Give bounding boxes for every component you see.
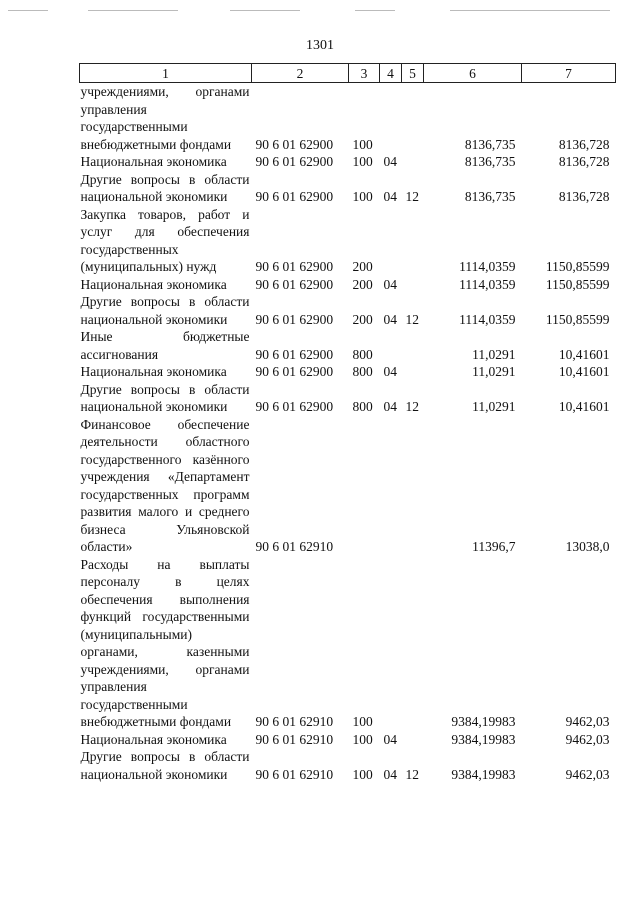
row-name-cell: Другие вопросы в области национальной экономики xyxy=(80,294,250,327)
target-article-cell: 90 6 01 62900 xyxy=(255,364,334,379)
section-cell: 04 xyxy=(383,311,397,327)
subsection-cell xyxy=(402,416,424,556)
table-row xyxy=(80,363,616,381)
column-header: 3 xyxy=(349,64,380,83)
amount-col7-cell: 10,41601 xyxy=(558,364,610,379)
table-body xyxy=(80,83,616,784)
amount-col6-cell: 11396,7 xyxy=(472,539,516,554)
subsection-cell xyxy=(402,276,424,294)
subsection-cell: 12 xyxy=(405,311,419,327)
amount-col6-cell: 8136,735 xyxy=(464,154,516,169)
subsection-cell: 12 xyxy=(405,399,419,414)
row-name-cell: Национальная экономика xyxy=(80,276,227,292)
page-number: 1301 xyxy=(306,38,334,53)
scan-artifact xyxy=(8,10,48,11)
amount-col7-cell: 8136,728 xyxy=(558,154,610,169)
amount-col6-cell: 1114,0359 xyxy=(459,259,516,274)
expense-type-cell: 200 xyxy=(352,259,373,274)
subsection-cell xyxy=(402,556,424,731)
column-header: 6 xyxy=(424,64,522,83)
table-row xyxy=(80,83,616,154)
row-name-cell: Национальная экономика xyxy=(80,731,227,747)
subsection-cell xyxy=(402,83,424,154)
header-row xyxy=(80,64,616,83)
target-article-cell: 90 6 01 62900 xyxy=(255,259,334,274)
table-row xyxy=(80,381,616,416)
section-cell: 04 xyxy=(383,399,397,414)
column-header: 7 xyxy=(522,64,616,83)
expense-type-cell: 100 xyxy=(352,766,373,782)
section-cell xyxy=(380,556,402,731)
expense-type-cell: 800 xyxy=(352,346,373,362)
budget-table xyxy=(79,63,616,783)
row-name-cell: Национальная экономика xyxy=(80,154,227,169)
expense-type-cell: 800 xyxy=(352,364,373,379)
subsection-cell xyxy=(402,363,424,381)
table-row xyxy=(80,731,616,749)
expense-type-cell: 800 xyxy=(352,399,373,414)
row-name-cell: Иные бюджетные ассигнования xyxy=(80,329,250,362)
section-cell xyxy=(380,328,402,363)
amount-col7-cell: 1150,85599 xyxy=(545,276,610,292)
table-row xyxy=(80,153,616,171)
row-name-cell: Другие вопросы в области национальной экономики xyxy=(80,171,250,204)
scan-artifact xyxy=(230,10,300,11)
expense-type-cell: 200 xyxy=(352,311,373,327)
amount-col6-cell: 11,0291 xyxy=(472,364,516,379)
amount-col6-cell: 8136,735 xyxy=(464,136,516,152)
table-row xyxy=(80,171,616,206)
scan-artifact xyxy=(88,10,178,11)
expense-type-cell: 100 xyxy=(352,189,373,204)
section-cell: 04 xyxy=(383,766,397,782)
amount-col6-cell: 11,0291 xyxy=(472,346,516,362)
row-name-cell: Расходы на выплаты персоналу в целях обеспечения выполнения функций государственными (муниципальными) органами, казенными учреждениями, органами управления государственными внебюджетными фондами xyxy=(80,556,250,729)
target-article-cell: 90 6 01 62900 xyxy=(255,311,334,327)
subsection-cell xyxy=(402,153,424,171)
row-name-cell: Финансовое обеспечение деятельности областного государственного казённого учреждения «Департамент государственных программ развития малого и среднего бизнеса Ульяновской области» xyxy=(80,416,250,554)
target-article-cell: 90 6 01 62900 xyxy=(255,399,334,414)
amount-col6-cell: 1114,0359 xyxy=(459,276,516,292)
row-name-cell: Другие вопросы в области национальной экономики xyxy=(80,749,250,782)
section-cell xyxy=(380,206,402,276)
target-article-cell: 90 6 01 62900 xyxy=(255,136,334,152)
row-name-cell: Закупка товаров, работ и услуг для обеспечения государственных (муниципальных) нужд xyxy=(80,206,250,274)
amount-col7-cell: 9462,03 xyxy=(565,766,610,782)
row-name-cell: Национальная экономика xyxy=(80,364,227,379)
amount-col7-cell: 8136,728 xyxy=(558,136,610,152)
scan-artifact xyxy=(355,10,395,11)
amount-col6-cell: 11,0291 xyxy=(472,399,516,414)
column-header: 2 xyxy=(252,64,349,83)
expense-type-cell: 100 xyxy=(352,731,373,747)
amount-col6-cell: 8136,735 xyxy=(464,189,516,204)
subsection-cell xyxy=(402,328,424,363)
amount-col6-cell: 9384,19983 xyxy=(451,731,516,747)
section-cell xyxy=(380,83,402,154)
amount-col7-cell: 13038,0 xyxy=(565,539,610,554)
column-header: 5 xyxy=(402,64,424,83)
amount-col7-cell: 1150,85599 xyxy=(545,259,610,274)
expense-type-cell: 100 xyxy=(352,136,373,152)
expense-type-cell: 200 xyxy=(352,276,373,292)
column-header: 4 xyxy=(380,64,402,83)
table-row xyxy=(80,276,616,294)
expense-type-cell xyxy=(349,416,380,556)
amount-col7-cell: 1150,85599 xyxy=(545,311,610,327)
table-row xyxy=(80,416,616,556)
table-row xyxy=(80,748,616,783)
target-article-cell: 90 6 01 62900 xyxy=(255,346,334,362)
amount-col6-cell: 9384,19983 xyxy=(451,766,516,782)
subsection-cell xyxy=(402,206,424,276)
amount-col7-cell: 8136,728 xyxy=(558,189,610,204)
subsection-cell xyxy=(402,731,424,749)
row-name-cell: учреждениями, органами управления государственными внебюджетными фондами xyxy=(80,84,250,152)
section-cell: 04 xyxy=(383,731,397,747)
target-article-cell: 90 6 01 62910 xyxy=(255,731,334,747)
section-cell: 04 xyxy=(383,276,397,292)
target-article-cell: 90 6 01 62900 xyxy=(255,154,334,169)
section-cell xyxy=(380,416,402,556)
amount-col6-cell: 9384,19983 xyxy=(451,714,516,729)
target-article-cell: 90 6 01 62910 xyxy=(255,714,334,729)
target-article-cell: 90 6 01 62910 xyxy=(255,539,334,554)
target-article-cell: 90 6 01 62910 xyxy=(255,766,334,782)
section-cell: 04 xyxy=(383,154,397,169)
amount-col7-cell: 10,41601 xyxy=(558,399,610,414)
amount-col6-cell: 1114,0359 xyxy=(459,311,516,327)
target-article-cell: 90 6 01 62900 xyxy=(255,189,334,204)
target-article-cell: 90 6 01 62900 xyxy=(255,276,334,292)
column-header: 1 xyxy=(80,64,252,83)
section-cell: 04 xyxy=(383,189,397,204)
amount-col7-cell: 9462,03 xyxy=(565,714,610,729)
table-row xyxy=(80,293,616,328)
amount-col7-cell: 9462,03 xyxy=(565,731,610,747)
table-row xyxy=(80,206,616,276)
amount-col7-cell: 10,41601 xyxy=(558,346,610,362)
subsection-cell: 12 xyxy=(405,766,419,782)
table-row xyxy=(80,556,616,731)
section-cell: 04 xyxy=(383,364,397,379)
expense-type-cell: 100 xyxy=(352,154,373,169)
table-row xyxy=(80,328,616,363)
row-name-cell: Другие вопросы в области национальной экономики xyxy=(80,381,250,414)
expense-type-cell: 100 xyxy=(352,714,373,729)
subsection-cell: 12 xyxy=(405,189,419,204)
scan-artifact xyxy=(450,10,610,11)
